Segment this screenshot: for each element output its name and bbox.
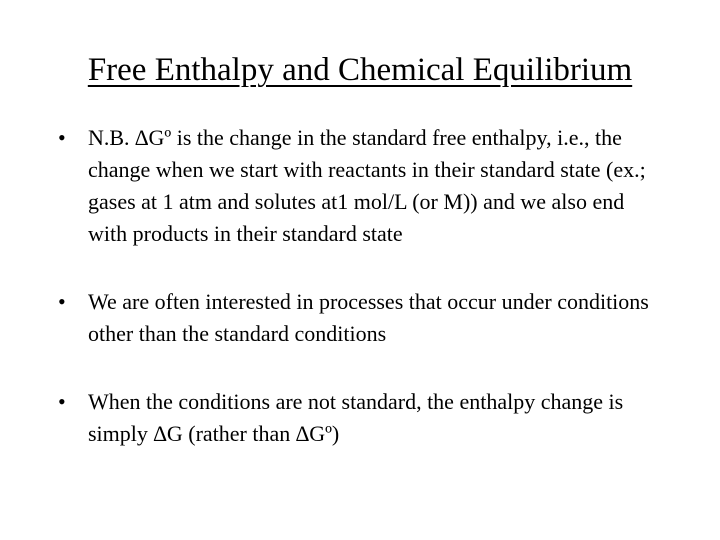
bullet-item [56, 122, 664, 250]
bullet-dot-icon: • [58, 289, 66, 314]
slide-title: Free Enthalpy and Chemical Equilibrium [87, 52, 633, 88]
bullet-text: When the conditions are not standard, the enthalpy change is simply ∆G (rather than ∆Gº) [88, 389, 624, 446]
bullet-list [56, 122, 664, 450]
bullet-text: N.B. ∆Gº is the change in the standard free enthalpy, i.e., the change when we start with reactants in their standard state (ex.; gases at 1 atm and solutes at1 mol/L (or M)) and we also end with products in their standard state [88, 125, 646, 246]
bullet-text: We are often interested in processes that occur under conditions other than the standard conditions [88, 289, 649, 346]
bullet-item [56, 386, 664, 450]
bullet-item [56, 286, 664, 350]
bullet-dot-icon: • [58, 125, 66, 150]
bullet-dot-icon: • [58, 389, 66, 414]
